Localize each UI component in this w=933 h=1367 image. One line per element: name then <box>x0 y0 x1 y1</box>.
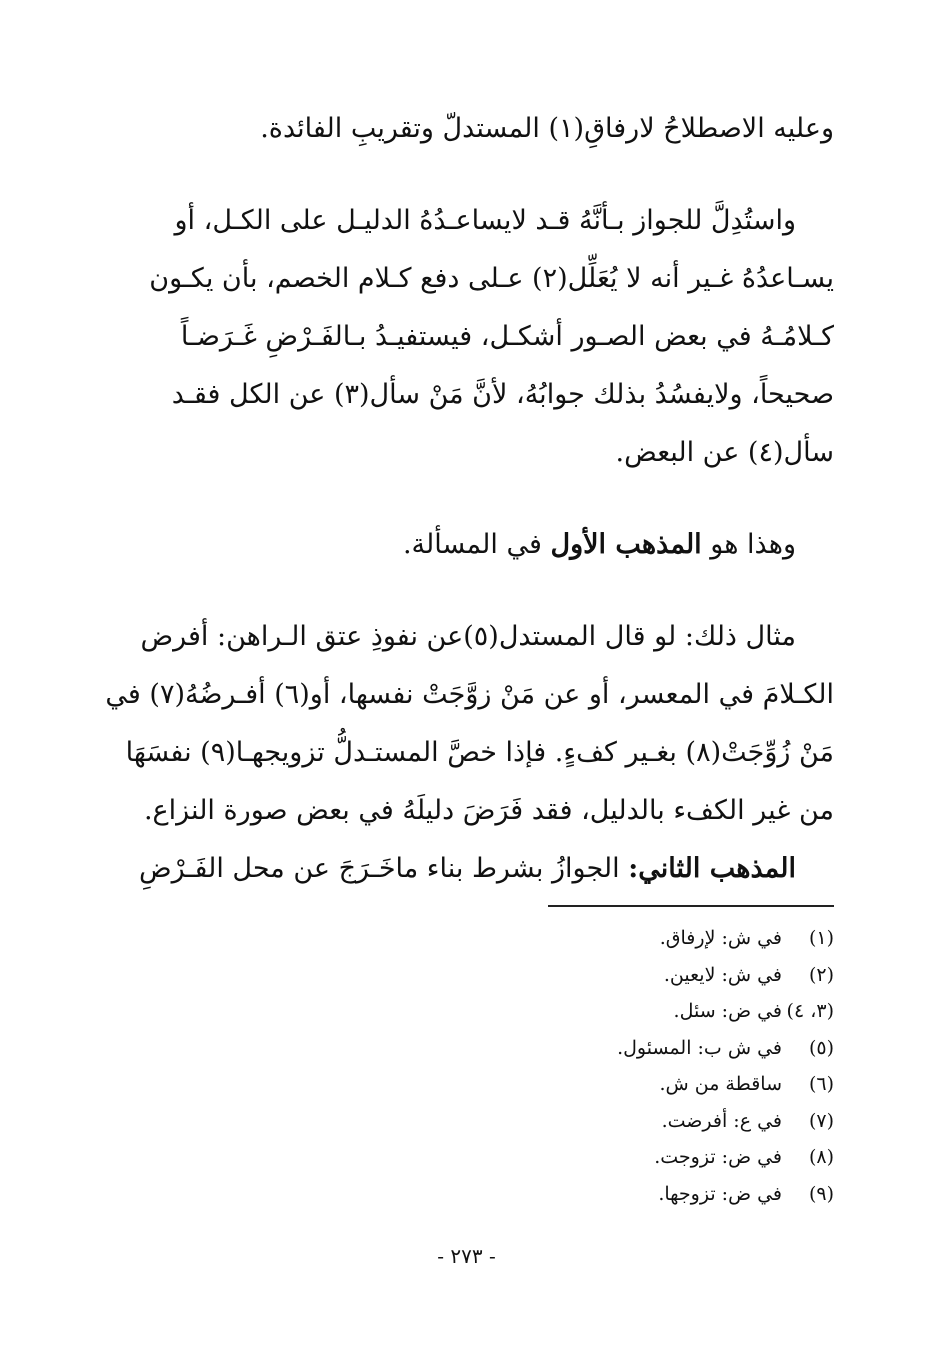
footnote-text: في ع: أفرضت. <box>661 1109 782 1132</box>
text-line: وعليه الاصطلاحُ لارفاقِ(١) المستدلّ وتقريبِ الفائدة. <box>260 113 834 144</box>
footnote-item <box>400 1066 834 1103</box>
footnote-text: في ض: تزوجت. <box>654 1146 782 1168</box>
paragraph-3 <box>148 516 834 574</box>
text-line: واستُدِلَّ للجواز بـأنَّهُ قـد لايساعـدُهُ الدليـل على الكـل، أو <box>174 205 796 236</box>
footnotes <box>400 920 834 1212</box>
text-line: سأل(٤) عن البعض. <box>615 437 834 468</box>
text-line <box>148 516 834 574</box>
footnote-number: (٩) <box>808 1182 834 1205</box>
main-text <box>105 100 834 898</box>
bold-heading: المذهب الأول <box>550 529 702 560</box>
footnote-number: (٣، ٤) <box>786 1000 834 1022</box>
footnote-text: في ش: لإرفاق. <box>659 927 782 949</box>
paragraph-5 <box>139 840 834 898</box>
text-line <box>139 840 834 898</box>
text-line: صحيحاً، ولايفسُدُ بذلك جوابُهُ، لأنَّ مَنْ سأل(٣) عن الكل فقـد <box>171 379 834 410</box>
text-line: مَنْ زُوِّجَتْ(٨) بغـير كفءٍ. فإذا خصَّ المستـدلُّ تزويجهـا(٩) نفسَهَا <box>125 737 834 768</box>
footnote-text: ساقطة من ش. <box>659 1073 782 1095</box>
footnote-item <box>400 1103 834 1140</box>
footnote-item <box>400 1176 834 1213</box>
page-number: - ٢٧٣ - <box>437 1244 496 1268</box>
footnote-number: (٦) <box>808 1073 834 1095</box>
footnote-number: (٥) <box>808 1036 834 1059</box>
footnote-item <box>400 920 834 957</box>
paragraph-2 <box>148 192 834 482</box>
text-run: في المسألة. <box>402 529 551 560</box>
footnote-item <box>400 957 834 994</box>
footnote-number: (٧) <box>808 1109 834 1132</box>
text-line: يسـاعدُهُ غـير أنه لا يُعَلِّل(٢) عـلى دفع كـلام الخصم، بأن يكـون <box>149 263 834 294</box>
footnote-text: في ش ب: المسئول. <box>617 1036 782 1059</box>
bold-heading: المذهب الثاني: <box>628 853 796 884</box>
footnote-text: في ش: لايعين. <box>663 963 782 986</box>
footnote-item <box>400 1139 834 1176</box>
footnote-divider <box>548 905 834 907</box>
paragraph-4 <box>105 608 834 840</box>
paragraph-gap <box>148 574 834 608</box>
paragraph-1 <box>148 100 834 158</box>
text-line: كـلامُـهُ في بعض الصـور أشكـل، فيستفيـدُ بـالفَـرْضِ غَـرَضـاً <box>180 321 834 352</box>
footnote-text: في ض: سئل. <box>673 1000 782 1022</box>
footnote-item <box>400 1030 834 1067</box>
footnote-number: (١) <box>808 927 834 949</box>
text-run: وهذا هو <box>701 529 796 560</box>
footnote-item <box>400 993 834 1030</box>
paragraph-gap <box>148 158 834 192</box>
text-line: الكـلامَ في المعسر، أو عن مَنْ زوَّجَتْ نفسها، أو(٦) أفـرضُهُ(٧) في <box>105 679 834 710</box>
text-run: الجوازُ بشرط بناء ماخَـرَجَ عن محل الفَـرْضِ <box>139 853 629 884</box>
footnote-number: (٨) <box>808 1146 834 1168</box>
footnote-text: في ض: تزوجها. <box>658 1182 782 1205</box>
paragraph-gap <box>148 482 834 516</box>
text-line: من غير الكفء بالدليل، فقد فَرَضَ دليلَهُ في بعض صورة النزاع. <box>143 795 834 826</box>
footnote-number: (٢) <box>808 963 834 986</box>
text-line: مثال ذلك: لو قال المستدل(٥)عن نفوذِ عتق الـراهن: أفرض <box>140 621 796 652</box>
